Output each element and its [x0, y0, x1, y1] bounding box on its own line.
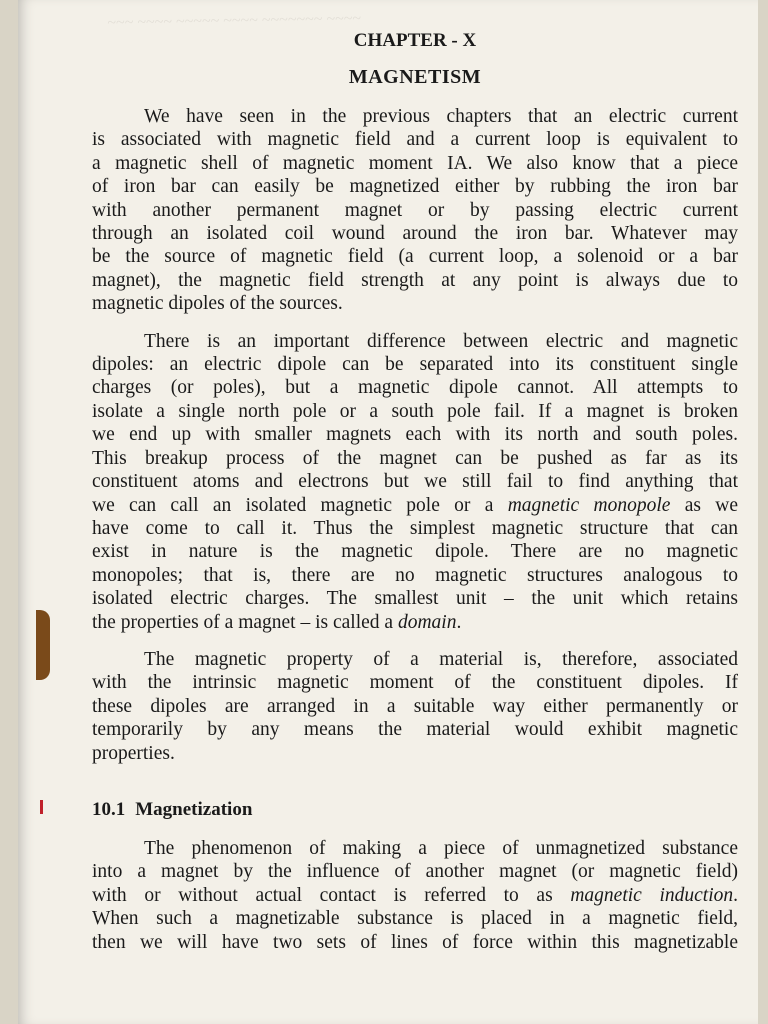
- binding-mark: [36, 610, 50, 680]
- text-line: [92, 884, 738, 907]
- text-line: [92, 611, 738, 634]
- text-line: with another permanent magnet or by passing electric current: [92, 199, 738, 221]
- text-line: magnet), the magnetic field strength at any point is always due to: [92, 269, 738, 291]
- book-page: [18, 0, 758, 1024]
- text-line: We have seen in the previous chapters that an electric current: [144, 106, 738, 127]
- show-through-text: ~~~ ~~~~ ~~~~~ ~~~~ ~~~~~~~ ~~~~: [107, 10, 362, 32]
- text-line: charges (or poles), but a magnetic dipole cannot. All attempts to: [92, 377, 738, 399]
- section-title: Magnetization: [135, 798, 253, 820]
- text-line: then we will have two sets of lines of force within this magnetizable: [92, 931, 738, 953]
- text-line: properties.: [92, 742, 175, 764]
- text-segment: .: [733, 884, 738, 906]
- text-line: these dipoles are arranged in a suitable way either permanently or: [92, 695, 738, 717]
- text-line: a magnetic shell of magnetic moment IA. We also know that a piece: [92, 152, 738, 174]
- text-line: be the source of magnetic field (a current loop, a solenoid or a bar: [92, 246, 738, 268]
- text-line: constituent atoms and electrons but we still fail to find anything that: [92, 471, 738, 493]
- text-segment: with or without actual contact is referred to as: [92, 884, 571, 906]
- term-domain: domain: [397, 611, 457, 633]
- text-segment: we can call an isolated magnetic pole or a: [92, 494, 508, 516]
- text-line: The magnetic property of a material is, therefore, associated: [144, 648, 738, 670]
- text-line: [92, 494, 738, 517]
- text-line: magnetic dipoles of the sources.: [92, 293, 343, 315]
- paragraph-2: [92, 330, 738, 634]
- text-line: temporarily by any means the material would exhibit magnetic: [92, 719, 738, 741]
- text-line: There is an important difference between electric and magnetic: [144, 330, 738, 352]
- text-line: When such a magnetizable substance is placed in a magnetic field,: [92, 908, 738, 930]
- text-line: This breakup process of the magnet can be pushed as far as its: [92, 447, 738, 469]
- chapter-title: MAGNETISM: [348, 66, 482, 88]
- text-line: of iron bar can easily be magnetized either by rubbing the iron bar: [92, 176, 738, 198]
- text-line: exist in nature is the magnetic dipole. There are no magnetic: [92, 541, 738, 563]
- page-content: [92, 30, 738, 968]
- text-line: is associated with magnetic field and a current loop is equivalent to: [92, 129, 738, 151]
- red-mark: [40, 800, 43, 814]
- text-line: with the intrinsic magnetic moment of the constituent dipoles. If: [92, 672, 738, 694]
- text-line: dipoles: an electric dipole can be separated into its constituent single: [92, 354, 738, 376]
- text-line: into a magnet by the influence of another magnet (or magnetic field): [92, 861, 738, 883]
- text-line: isolated electric charges. The smallest unit – the unit which retains: [92, 588, 738, 610]
- text-segment: the properties of a magnet – is called a: [92, 611, 398, 633]
- text-line: The phenomenon of making a piece of unmagnetized substance: [144, 837, 738, 859]
- section-number: 10.1: [92, 798, 126, 820]
- section-heading: [92, 799, 738, 821]
- term-magnetic-monopole: magnetic monopole: [507, 494, 671, 516]
- paragraph-3: [92, 648, 738, 765]
- text-line: we end up with smaller magnets each with its north and south poles.: [92, 424, 738, 446]
- section-paragraph: [92, 837, 738, 954]
- text-line: monopoles; that is, there are no magnetic structures analogous to: [92, 564, 738, 586]
- text-line: through an isolated coil wound around the iron bar. Whatever may: [92, 223, 738, 245]
- chapter-heading: CHAPTER - X: [353, 30, 477, 51]
- text-segment: .: [456, 611, 462, 633]
- text-line: have come to call it. Thus the simplest magnetic structure that can: [92, 517, 738, 539]
- text-line: isolate a single north pole or a south pole fail. If a magnet is broken: [92, 400, 738, 422]
- text-segment: as we: [670, 494, 738, 516]
- term-magnetic-induction: magnetic induction: [570, 884, 734, 906]
- paragraph-1: [92, 105, 738, 316]
